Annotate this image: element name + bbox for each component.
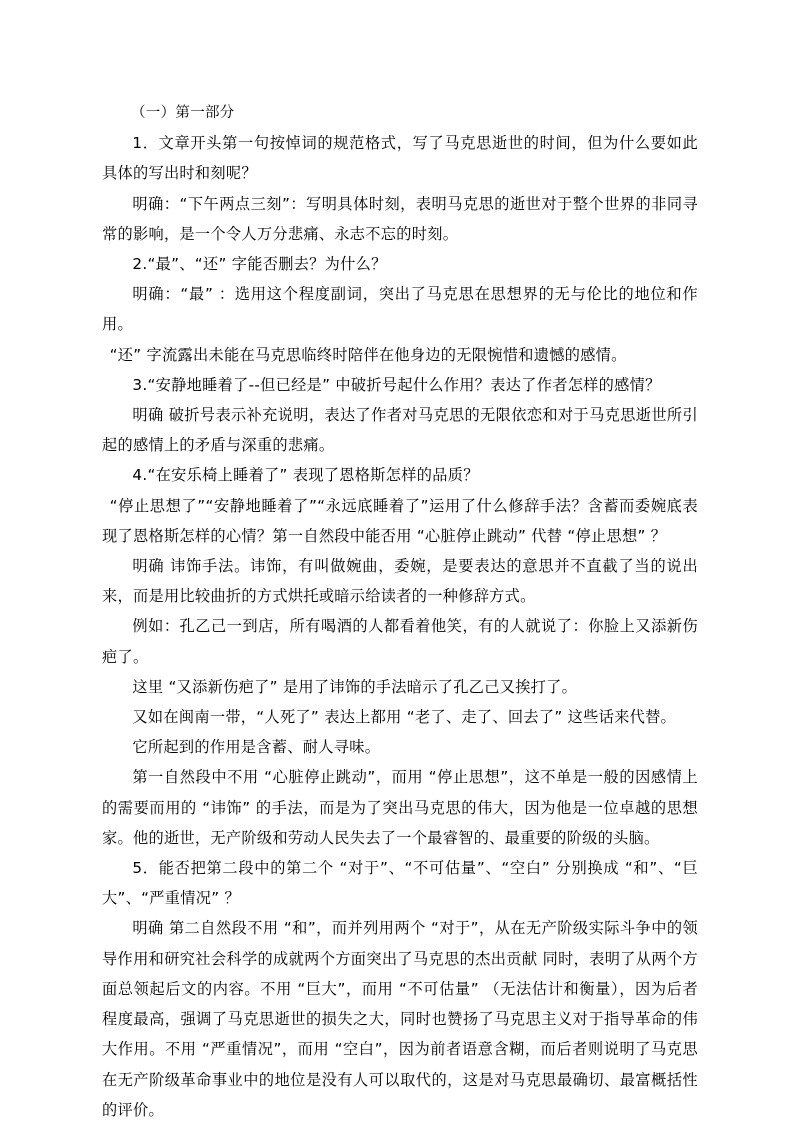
question-3: 3.“安静地睡着了--但已经是” 中破折号起什么作用？表达了作者怎样的感情？ bbox=[132, 375, 661, 394]
question-4: 4.“在安乐椅上睡着了” 表现了恩格斯怎样的品质？ bbox=[132, 466, 479, 485]
answer-5: 明确 第二自然段不用 “和”，而并列用两个 “对于”，从在无产阶级实际斗争中的领导作用和研究社会科学的成就两个方面突出了马克思的杰出贡献 同时，表明了从两个方面总领起后文的内容。不用 “巨大”，而用 “不可估量” （无法估计和衡量），因为后者程度最高，强调了马克思逝世的损失之大，同时也赞扬了马克思主义对于指导革命的伟大作用。不用 “严重情况”，而用 “空白”，因为前者语意含糊，而后者则说明了马克思在无产阶级革命事业中的地位是没有人可以取代的，这是对马克思最确切、最富概括性的评价。 bbox=[102, 919, 698, 1119]
question-5: 5．能否把第二段中的第二个 “对于”、“不可估量”、“空白” 分别换成 “和”、“巨大”、“严重情况” ？ bbox=[102, 859, 698, 908]
answer-2: 明确：“最” ：选用这个程度副词，突出了马克思在思想界的无与伦比的地位和作用。 bbox=[102, 285, 698, 334]
paragraph-one-analysis: 第一自然段中不用 “心脏停止跳动”，而用 “停止思想”，这不单是一般的因感情上的需要而用的 “讳饰” 的手法，而是为了突出马克思的伟大，因为他是一位卓越的思想家。他的逝世，无产阶级和劳动人民失去了一个最睿智的、最重要的阶级的头脑。 bbox=[102, 768, 698, 847]
effect-note: 它所起到的作用是含蓄、耐人寻味。 bbox=[132, 738, 381, 757]
answer-2-continued: “还” 字流露出未能在马克思临终时陪伴在他身边的无限惋惜和遗憾的感情。 bbox=[109, 345, 627, 364]
example-2: 又如在闽南一带，“人死了” 表达上都用 “老了、走了、回去了” 这些话来代替。 bbox=[132, 708, 677, 727]
example-1-explanation: 这里 “又添新伤疤了” 是用了讳饰的手法暗示了孔乙己又挨打了。 bbox=[132, 677, 578, 696]
question-4-continued: “停止思想了”“安静地睡着了”“永远底睡着了”运用了什么修辞手法？含蓄而委婉底表现了恩格斯怎样的心情？第一自然段中能否用 “心脏停止跳动” 代替 “停止思想” ？ bbox=[102, 496, 698, 545]
answer-4: 明确 讳饰手法。讳饰，有叫做婉曲，委婉，是要表达的意思并不直截了当的说出来，而是用比较曲折的方式烘托或暗示给读者的一种修辞方式。 bbox=[102, 557, 698, 606]
section-heading: （一）第一部分 bbox=[131, 105, 235, 121]
document-body bbox=[102, 98, 698, 1125]
question-2: 2.“最”、“还” 字能否删去？为什么？ bbox=[132, 255, 387, 274]
answer-3: 明确 破折号表示补充说明，表达了作者对马克思的无限依恋和对于马克思逝世所引起的感情上的矛盾与深重的悲痛。 bbox=[102, 406, 698, 455]
answer-1: 明确：“下午两点三刻”：写明具体时刻，表明马克思的逝世对于整个世界的非同寻常的影响，是一个令人万分悲痛、永志不忘的时刻。 bbox=[102, 194, 698, 243]
question-1: 1．文章开头第一句按悼词的规范格式，写了马克思逝世的时间，但为什么要如此具体的写出时和刻呢？ bbox=[102, 134, 698, 183]
example-1: 例如：孔乙己一到店，所有喝酒的人都看着他笑，有的人就说了：你脸上又添新伤疤了。 bbox=[102, 617, 698, 666]
